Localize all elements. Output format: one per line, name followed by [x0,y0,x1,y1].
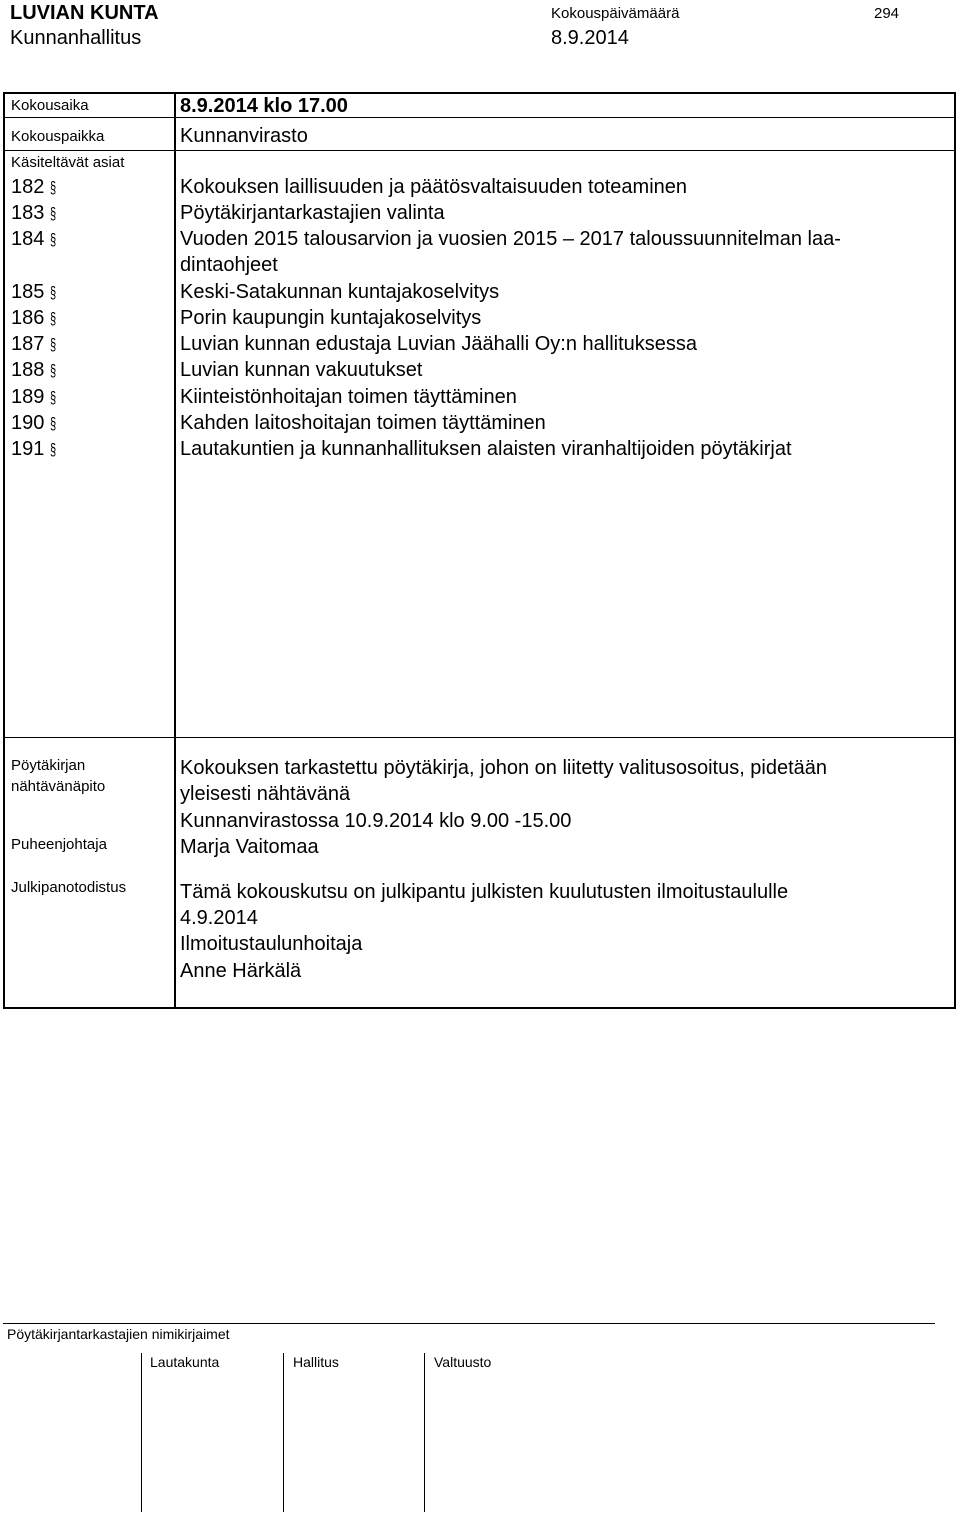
agenda-number: 185 § [11,281,57,303]
agenda-number: 191 § [11,438,57,460]
meeting-place-value: Kunnanvirasto [180,125,308,147]
agenda-item-text: Lautakuntien ja kunnanhallituksen alaisten viranhaltijoiden pöytäkirjat [180,438,792,460]
agenda-number: 186 § [11,307,57,329]
display-label-line1: Pöytäkirjan [11,757,86,774]
chair-name: Marja Vaitomaa [180,836,319,858]
section-sign-icon: § [50,361,57,380]
meeting-info-table [3,92,956,1009]
organization-name: LUVIAN KUNTA [10,2,159,24]
agenda-number: 184 § [11,228,57,250]
inspector-initials-box [3,1323,935,1512]
section-sign-icon: § [50,309,57,328]
display-text-line2: yleisesti nähtävänä [180,783,351,805]
header-meeting-date: 8.9.2014 [551,27,629,49]
agenda-item-text: Porin kaupungin kuntajakoselvitys [180,307,482,329]
display-text-line1: Kokouksen tarkastettu pöytäkirja, johon on liitetty valitusosoitus, pidetään [180,757,828,779]
agenda-item-text: Vuoden 2015 talousarvion ja vuosien 2015 – 2017 taloussuunnitelman laa- [180,228,841,250]
initials-cell-council [424,1353,492,1512]
initials-column-government: Hallitus [293,1354,339,1370]
inspector-initials-title: Pöytäkirjantarkastajien nimikirjaimet [7,1326,230,1342]
publication-date: 4.9.2014 [180,907,258,929]
agenda-number: 188 § [11,359,57,381]
publication-signer: Anne Härkälä [180,960,302,982]
publication-role: Ilmoitustaulunhoitaja [180,933,363,955]
agenda-number: 182 § [11,176,57,198]
row-divider [5,737,954,738]
section-sign-icon: § [50,414,57,433]
agenda-number: 189 § [11,386,57,408]
meeting-time-value: 8.9.2014 klo 17.00 [180,95,348,117]
agenda-item-text: Kahden laitoshoitajan toimen täyttäminen [180,412,546,434]
agenda-number: 190 § [11,412,57,434]
row-divider [5,117,954,118]
section-sign-icon: § [50,388,57,407]
agenda-items-label: Käsiteltävät asiat [11,154,125,171]
agenda-number: 183 § [11,202,57,224]
agenda-item-text-continued: dintaohjeet [180,254,278,276]
display-text-line3: Kunnanvirastossa 10.9.2014 klo 9.00 -15.00 [180,810,572,832]
publication-label: Julkipanotodistus [11,879,127,896]
initials-column-council: Valtuusto [434,1354,492,1370]
row-divider [5,150,954,151]
section-sign-icon: § [50,204,57,223]
initials-column-board: Lautakunta [150,1354,220,1370]
section-sign-icon: § [50,178,57,197]
initials-cell-government [283,1353,425,1512]
agenda-item-text: Pöytäkirjantarkastajien valinta [180,202,445,224]
meeting-place-label: Kokouspaikka [11,128,105,145]
publication-text-line1: Tämä kokouskutsu on julkipantu julkisten kuulutusten ilmoitustaululle [180,881,789,903]
agenda-item-text: Kiinteistönhoitajan toimen täyttäminen [180,386,517,408]
display-label-line2: nähtävänäpito [11,778,106,795]
meeting-date-label: Kokouspäivämäärä [551,5,680,22]
section-sign-icon: § [50,230,57,249]
board-name: Kunnanhallitus [10,27,142,49]
column-divider [174,94,176,1007]
chair-label: Puheenjohtaja [11,836,107,853]
initials-cell-board [141,1353,284,1512]
agenda-item-text: Kokouksen laillisuuden ja päätösvaltaisuuden toteaminen [180,176,688,198]
section-sign-icon: § [50,440,57,459]
section-sign-icon: § [50,283,57,302]
agenda-item-text: Luvian kunnan edustaja Luvian Jäähalli Oy:n hallituksessa [180,333,698,355]
agenda-item-text: Luvian kunnan vakuutukset [180,359,423,381]
agenda-item-text: Keski-Satakunnan kuntajakoselvitys [180,281,500,303]
meeting-time-label: Kokousaika [11,97,89,114]
agenda-number: 187 § [11,333,57,355]
page-number: 294 [874,5,900,22]
section-sign-icon: § [50,335,57,354]
